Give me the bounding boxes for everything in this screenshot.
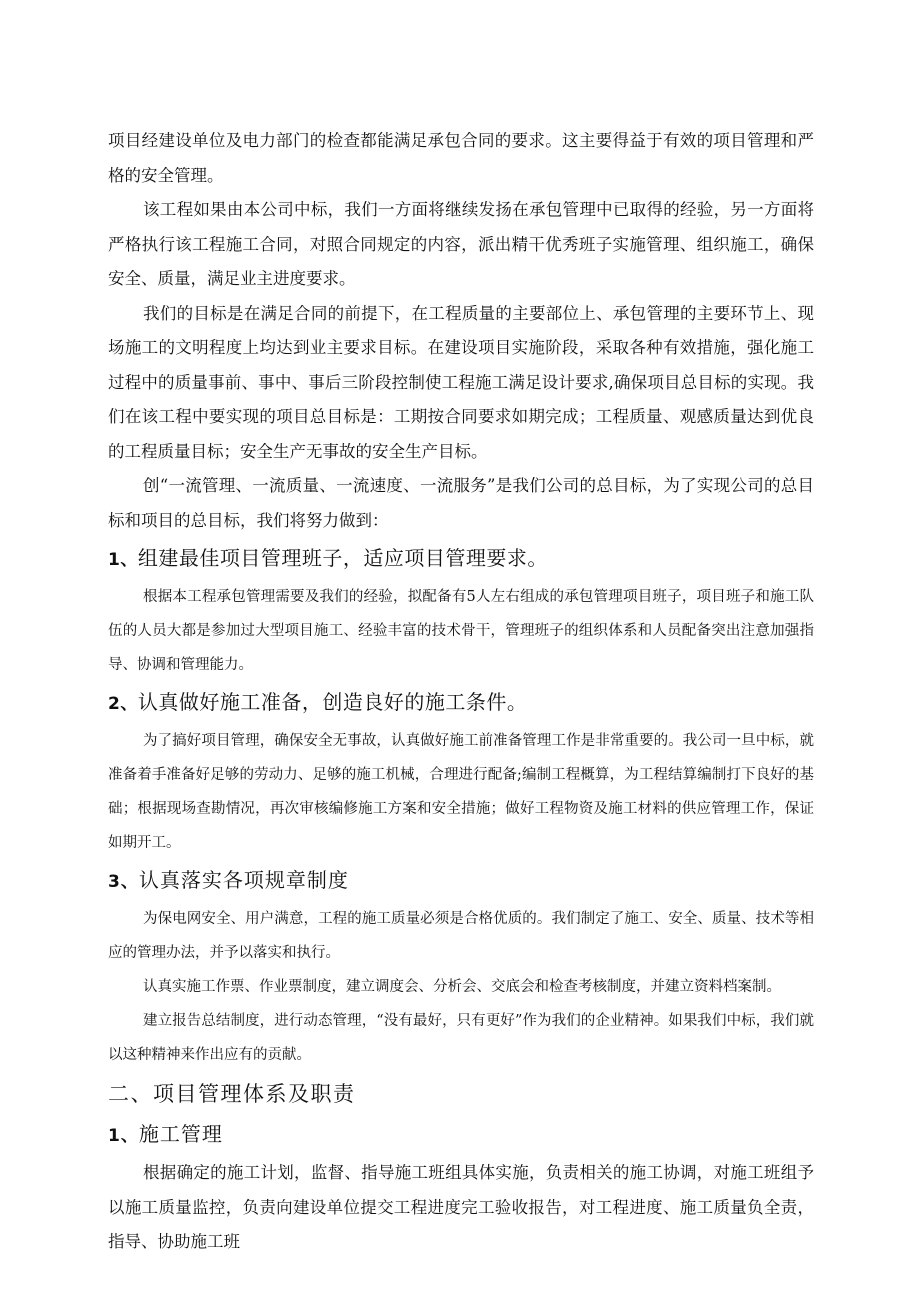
section-heading-management-system: 二、项目管理体系及职责 — [108, 1082, 356, 1106]
paragraph-safety: 为保电网安全、用户满意，工程的施工质量必须是合格优质的。我们制定了施工、安全、质量、技术等相应的管理办法，并予以落实和执行。 — [108, 911, 814, 961]
heading-text: 认真落实各项规章制度 — [138, 868, 349, 892]
paragraph-company-goals: 创“一流管理、一流质量、一流速度、一流服务”是我们公司的总目标，为了实现公司的总目标和项目的总目标，我们将努力做到： — [108, 476, 814, 530]
paragraph-construction-management: 根据确定的施工计划，监督、指导施工班组具体实施，负责相关的施工协调，对施工班组予以施工质量监控，负责向建设单位提交工程进度完工验收报告，对工程进度、施工质量负全责，指导、协助施工班 — [108, 1163, 814, 1251]
paragraph-work-tickets: 认真实施工作票、作业票制度，建立调度会、分析会、交底会和检查考核制度，并建立资料档案制。 — [143, 979, 781, 995]
heading-number: 2、 — [108, 694, 138, 714]
heading-text: 认真做好施工准备，创造良好的施工条件。 — [137, 690, 528, 714]
paragraph-project-goals: 我们的目标是在满足合同的前提下，在工程质量的主要部位上、承包管理的主要环节上、现场施工的文明程度上均达到业主要求目标。在建设项目实施阶段，采取各种有效措施，强化施工过程中的质量事前、事中、事后三阶段控制使工程施工满足设计要求,确保项目总目标的实现。我们在该工程中要实现的项目总目标是：工期按合同要求如期完成；工程质量、观感质量达到优良的工程质量目标；安全生产无事故的安全生产目标。 — [108, 303, 814, 461]
paragraph-reporting: 建立报告总结制度，进行动态管理，“没有最好，只有更好”作为我们的企业精神。如果我们中标，我们就以这种精神来作出应有的贡献。 — [108, 1013, 814, 1063]
heading-construction-management — [108, 1116, 814, 1154]
heading-text: 施工管理 — [138, 1122, 223, 1146]
heading-number: 1、 — [108, 1126, 139, 1146]
heading-3-regulations — [108, 862, 814, 900]
heading-text: 组建最佳项目管理班子，适应项目管理要求。 — [137, 546, 548, 570]
paragraph-continuation: 项目经建设单位及电力部门的检查都能满足承包合同的要求。这主要得益于有效的项目管理和严格的安全管理。 — [108, 131, 814, 185]
heading-2-preparation — [108, 683, 814, 723]
paragraph-preparation: 为了搞好项目管理，确保安全无事故，认真做好施工前准备管理工作是非常重要的。我公司一旦中标，就准备着手准备好足够的劳动力、足够的施工机械，合理进行配备;编制工程概算，为工程结算编制打下良好的基础；根据现场查勘情况，再次审核编修施工方案和安全措施；做好工程物资及施工材料的供应管理工作，保证如期开工。 — [108, 733, 814, 851]
paragraph-bid-commitment: 该工程如果由本公司中标，我们一方面将继续发扬在承包管理中已取得的经验，另一方面将严格执行该工程施工合同，对照合同规定的内容，派出精干优秀班子实施管理、组织施工，确保安全、质量，满足业主进度要求。 — [108, 200, 814, 288]
heading-1-team — [108, 539, 814, 579]
heading-number: 3、 — [108, 872, 139, 892]
paragraph-team: 根据本工程承包管理需要及我们的经验，拟配备有5人左右组成的承包管理项目班子，项目班子和施工队伍的人员大都是参加过大型项目施工、经验丰富的技术骨干，管理班子的组织体系和人员配备突出注意加强指导、协调和管理能力。 — [108, 589, 814, 673]
heading-number: 1、 — [108, 550, 138, 570]
